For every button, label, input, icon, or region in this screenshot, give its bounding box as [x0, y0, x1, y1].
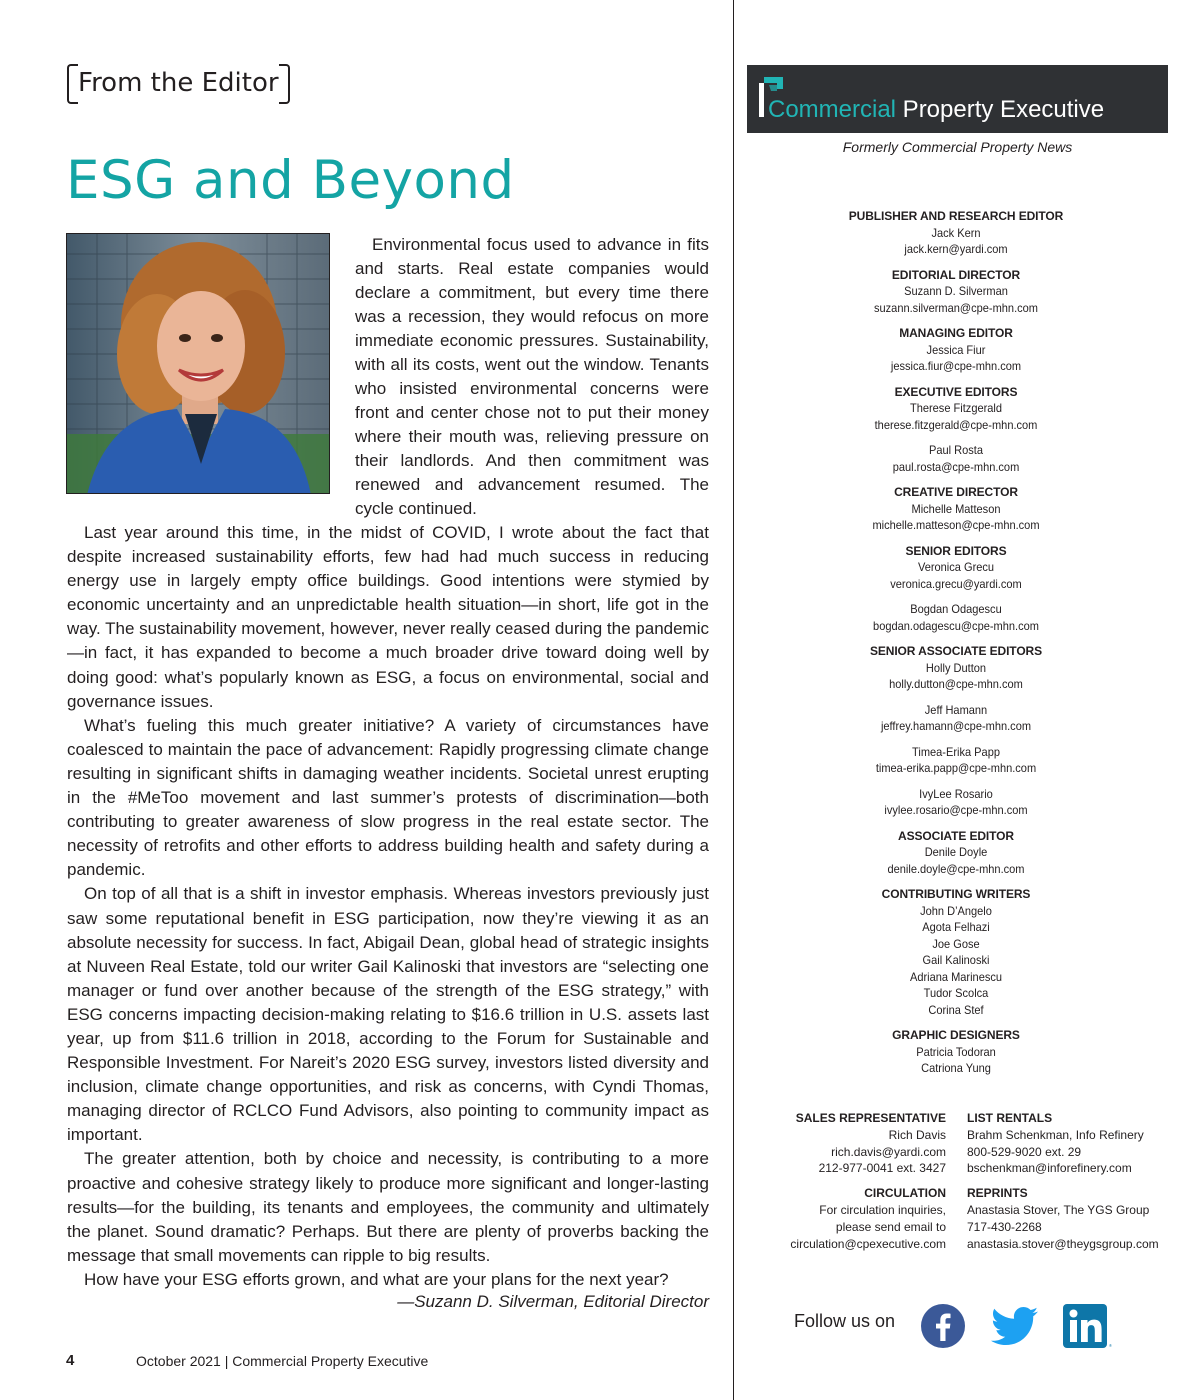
staff-role: CONTRIBUTING WRITERS [881, 887, 1031, 901]
staff-name: John D’Angelo [920, 903, 992, 918]
staff-email: bogdan.odagescu@cpe-mhn.com [873, 618, 1039, 633]
staff-name: Adriana Marinescu [909, 969, 1003, 984]
staff-email: michelle.matteson@cpe-mhn.com [872, 518, 1040, 532]
staff-email: denile.doyle@cpe-mhn.com [887, 861, 1025, 876]
staff-name: Agota Felhazi [922, 920, 990, 934]
staff-role: ASSOCIATE EDITOR [898, 828, 1014, 843]
issue-info: October 2021 | Commercial Property Executive [136, 1353, 429, 1369]
contacts-right-column [967, 1110, 1167, 1260]
contact-line: 800-529-9020 ext. 29 [967, 1144, 1082, 1159]
staff-name: Gail Kalinoski [922, 953, 990, 967]
contact-line: anastasia.stover@theygsgroup.com [967, 1236, 1159, 1251]
staff-email: therese.fitzgerald@cpe-mhn.com [874, 417, 1038, 432]
staff-role: MANAGING EDITOR [899, 326, 1013, 340]
contact-role: REPRINTS [967, 1186, 1028, 1201]
body-paragraph: What’s fueling this much greater initiative? A variety of circumstances have coalesced to maintain the pace of advancement: Rapidly progressing climate change resulting in significant shifts in damaging weather incidents. Societal unrest erupting in the #MeToo movement and last summer’s protests of discrimination—both contributing to greater awareness of slow progress in the real estate sector. The necessity of retrofits and other efforts to address building health and safety during a pandemic. [67, 715, 709, 880]
staff-email: ivylee.rosario@cpe-mhn.com [884, 803, 1028, 817]
body-paragraph: Last year around this time, in the midst of COVID, I wrote about the fact that despite increased sustainability efforts, few had had much success in reducing energy use in largely empty office buildings. Good intentions were stymied by economic uncertainty and an unpredictable health situation—in short, life got in the way. The sustainability movement, however, never really ceased during the pandemic—in fact, it has expanded to become a much broader drive toward doing well by doing good: what’s popularly known as ESG, a focus on environmental, social and governance issues. [67, 523, 709, 711]
staff-role: EDITORIAL DIRECTOR [891, 267, 1021, 282]
contact-line: 212-977-0041 ext. 3427 [818, 1161, 946, 1176]
contact-line: 717-430-2268 [967, 1219, 1042, 1234]
section-label: From the Editor [67, 64, 290, 102]
staff-role: CREATIVE DIRECTOR [894, 485, 1018, 499]
contact-line: Brahm Schenkman, Info Refinery [967, 1127, 1144, 1142]
staff-role: SENIOR ASSOCIATE EDITORS [869, 644, 1043, 658]
staff-group-senior-editors [747, 543, 1165, 635]
svg-text:®: ® [1109, 1343, 1112, 1348]
staff-name: Jessica Fiur [926, 342, 986, 357]
staff-name: Joe Gose [932, 936, 980, 951]
staff-group-contributing-writers [747, 886, 1165, 1018]
linkedin-icon[interactable] [1062, 1303, 1112, 1349]
staff-name: Patricia Todoran [916, 1044, 996, 1059]
staff-name: Veronica Grecu [917, 560, 995, 574]
masthead-staff [747, 208, 1165, 1086]
staff-email: timea-erika.papp@cpe-mhn.com [875, 761, 1037, 775]
article-headline: ESG and Beyond [66, 150, 515, 211]
article-body [67, 521, 709, 1292]
contact-role: SALES REPRESENTATIVE [795, 1111, 946, 1125]
contact-line: rich.davis@yardi.com [831, 1144, 946, 1159]
staff-group-executive-editors [747, 384, 1165, 476]
contact-circulation [747, 1185, 946, 1252]
staff-email: veronica.grecu@yardi.com [890, 576, 1022, 591]
contact-line: bschenkman@inforefinery.com [967, 1161, 1132, 1176]
body-paragraph: How have your ESG efforts grown, and what are your plans for the next year? [84, 1269, 669, 1289]
contact-reprints [967, 1185, 1167, 1252]
body-paragraph: On top of all that is a shift in investor emphasis. Whereas investors previously just saw some reputational benefit in ESG participation, now they’re viewing it as an absolute necessity for success. In fact, Abigail Dean, global head of strategic insights at Nuveen Real Estate, told our writer Gail Kalinoski that investors are “selecting one manager or fund over another because of the strength of the ESG strategy,” with ESG concerns impacting decision-making relating to $16.6 trillion in U.S. assets last year, up from $11.6 trillion in 2018, according to the Forum for Sustainable and Responsible Investment. For Nareit’s 2020 ESG survey, investors listed diversity and inclusion, climate change opportunities, and risk as concerns, with Cyndi Thomas, managing director of RCLCO Fund Advisors, also pointing to community impact as important. [67, 884, 709, 1145]
staff-name: Catriona Yung [921, 1061, 991, 1075]
contact-line: Rich Davis [888, 1127, 946, 1142]
staff-name: Therese Fitzgerald [909, 401, 1003, 415]
staff-email: holly.dutton@cpe-mhn.com [889, 677, 1023, 691]
facebook-icon[interactable] [920, 1303, 966, 1349]
staff-group-associate-editor [747, 828, 1165, 878]
staff-name: IvyLee Rosario [919, 786, 993, 801]
staff-name: Tudor Scolca [923, 986, 989, 1000]
contact-sales [747, 1110, 946, 1177]
staff-email: paul.rosta@cpe-mhn.com [892, 459, 1020, 474]
contact-list-rentals [967, 1110, 1167, 1177]
staff-group-graphic-designers [747, 1027, 1165, 1077]
staff-name: Denile Doyle [924, 845, 988, 859]
staff-role: EXECUTIVE EDITORS [894, 384, 1018, 399]
lead-paragraph: Environmental focus used to advance in fits and starts. Real estate companies would declare a commitment, but every time there was a recession, they would refocus on more immediate economic pressures. Sustainability, with all its costs, went out the window. Tenants who insisted environmental concerns were front and center chose not to put their money where their mouth was, relieving pressure on their landlords. And then commitment was renewed and advancement resumed. The cycle continued. [355, 235, 709, 518]
staff-group-creative-director [747, 484, 1165, 534]
staff-role: GRAPHIC DESIGNERS [892, 1028, 1020, 1042]
contacts-left-column [747, 1110, 946, 1260]
staff-group-publisher [747, 208, 1165, 258]
staff-group-managing-editor [747, 325, 1165, 375]
staff-name: Suzann D. Silverman [904, 284, 1008, 298]
twitter-icon[interactable] [990, 1303, 1036, 1349]
publication-tagline: Formerly Commercial Property News [842, 139, 1073, 155]
logo-word-property-executive: Property Executive [896, 96, 1105, 123]
contact-line: Anastasia Stover, The YGS Group [967, 1202, 1150, 1217]
staff-email: jeffrey.hamann@cpe-mhn.com [880, 719, 1032, 733]
contact-line: For circulation inquiries, [819, 1202, 946, 1217]
publication-logo [747, 65, 1168, 133]
staff-name: Corina Stef [928, 1002, 984, 1017]
staff-group-editorial-director [747, 267, 1165, 317]
editor-signature: —Suzann D. Silverman, Editorial Director [397, 1292, 709, 1311]
staff-name: Michelle Matteson [911, 501, 1001, 516]
logo-wordmark [768, 95, 1104, 125]
staff-email: jessica.fiur@cpe-mhn.com [890, 359, 1022, 373]
staff-email: suzann.silverman@cpe-mhn.com [874, 300, 1038, 315]
staff-role: PUBLISHER AND RESEARCH EDITOR [848, 209, 1064, 223]
editor-portrait [66, 233, 330, 494]
contact-line: please send email to [835, 1219, 946, 1234]
staff-name: Jack Kern [931, 225, 981, 240]
column-divider [733, 0, 734, 1400]
body-paragraph: The greater attention, both by choice and necessity, is contributing to a more proactive and cohesive strategy likely to produce more significant and longer-lasting results—for the building, its tenants and employees, the community and ultimately the planet. Sound dramatic? Perhaps. But there are plenty of proverbs backing the message that small movements can ripple to big results. [67, 1149, 709, 1265]
staff-name: Jeff Hamann [924, 702, 988, 717]
contact-role: CIRCULATION [864, 1186, 946, 1201]
follow-us-label: Follow us on [794, 1311, 896, 1331]
contact-line: circulation@cpexecutive.com [790, 1236, 946, 1251]
staff-name: Holly Dutton [925, 660, 987, 675]
page-number: 4 [66, 1352, 75, 1369]
contact-role: LIST RENTALS [967, 1111, 1053, 1125]
staff-role: SENIOR EDITORS [905, 543, 1007, 558]
staff-name: Paul Rosta [928, 443, 983, 457]
editor-portrait-illustration [67, 234, 330, 494]
logo-word-commercial: Commercial [768, 96, 897, 123]
staff-email: jack.kern@yardi.com [904, 242, 1008, 256]
staff-name: Timea-Erika Papp [912, 744, 1000, 759]
staff-group-senior-associate-editors [747, 643, 1165, 819]
staff-name: Bogdan Odagescu [910, 602, 1002, 616]
